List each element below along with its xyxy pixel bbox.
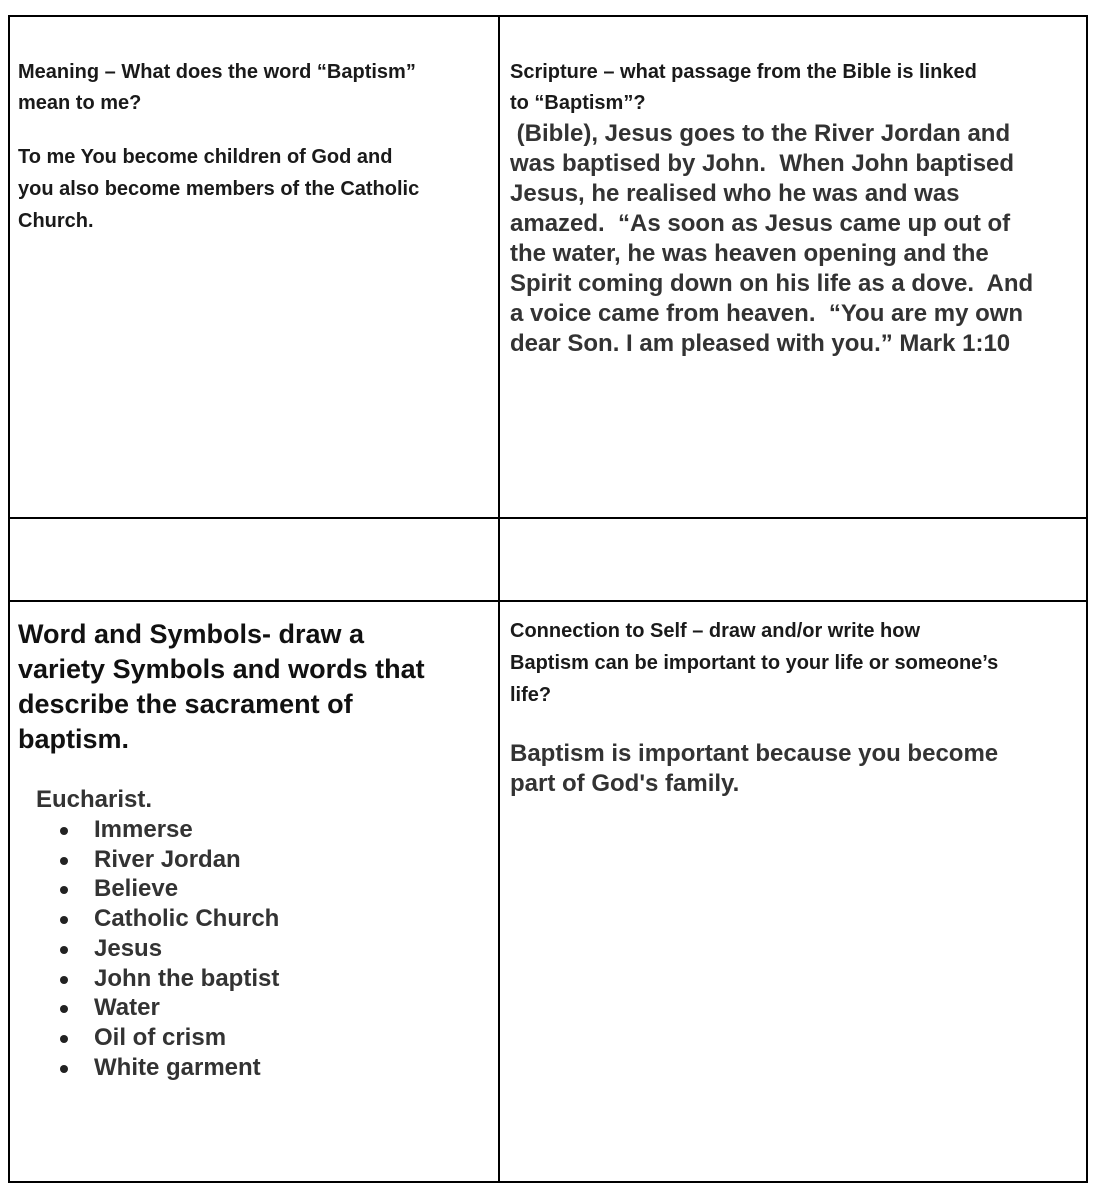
symbols-list	[18, 815, 488, 1082]
list-item-text: Oil of crism	[94, 1023, 227, 1051]
bullet-icon	[60, 946, 68, 954]
meaning-question-line: mean to me?	[18, 92, 142, 114]
list-item	[94, 874, 488, 904]
list-item	[94, 993, 488, 1023]
connection-question-line: life?	[510, 684, 552, 706]
column-divider	[498, 17, 500, 1181]
word-symbols-cell	[18, 617, 488, 1082]
connection-answer-line: part of God's family.	[510, 770, 740, 797]
connection-question-line: Baptism can be important to your life or someone’s	[510, 652, 999, 674]
connection-question-line: Connection to Self – draw and/or write how	[510, 620, 921, 642]
bullet-icon	[60, 976, 68, 984]
connection-answer-line: Baptism is important because you become	[510, 740, 999, 767]
list-item-text: John the baptist	[94, 964, 280, 992]
bullet-icon	[60, 857, 68, 865]
list-item	[94, 934, 488, 964]
meaning-answer-line: you also become members of the Catholic	[18, 178, 420, 200]
list-item	[94, 845, 488, 875]
list-item-text: Immerse	[94, 816, 193, 843]
list-item-text: Believe	[94, 875, 179, 903]
connection-cell	[510, 615, 1080, 799]
row-divider-top	[10, 517, 1086, 519]
list-item	[94, 815, 488, 845]
scripture-question-line: Scripture – what passage from the Bible is linked	[510, 61, 977, 83]
list-item	[94, 964, 488, 994]
word-symbols-title-line: describe the sacrament of	[18, 689, 353, 719]
scripture-answer-line: was baptised by John. When John baptised	[510, 150, 1015, 177]
scripture-answer-line: the water, he was heaven opening and the	[510, 240, 989, 267]
list-intro: Eucharist.	[36, 786, 153, 813]
bullet-icon	[60, 916, 68, 924]
worksheet-table	[8, 15, 1088, 1183]
list-item-text: River Jordan	[94, 845, 241, 873]
word-symbols-title-line: baptism.	[18, 724, 130, 754]
bullet-icon	[60, 886, 68, 894]
row-divider-bottom	[10, 600, 1086, 602]
list-item-text: White garment	[94, 1053, 261, 1081]
scripture-answer-line: amazed. “As soon as Jesus came up out of	[510, 210, 1011, 237]
bullet-icon	[60, 1005, 68, 1013]
list-item	[94, 1023, 488, 1053]
scripture-answer-line: (Bible), Jesus goes to the River Jordan and	[510, 120, 1011, 147]
bullet-icon	[60, 1035, 68, 1043]
scripture-answer-line: dear Son. I am pleased with you.” Mark 1:10	[510, 330, 1011, 357]
list-item	[94, 1053, 488, 1083]
scripture-answer-line: a voice came from heaven. “You are my own	[510, 300, 1024, 327]
bullet-icon	[60, 1065, 68, 1073]
scripture-question-line: to “Baptism”?	[510, 92, 646, 114]
scripture-answer-line: Jesus, he realised who he was and was	[510, 180, 960, 207]
meaning-answer-line: Church.	[18, 210, 94, 232]
list-item-text: Water	[94, 994, 160, 1022]
meaning-cell	[18, 57, 488, 237]
list-item	[94, 904, 488, 934]
word-symbols-title-line: Word and Symbols- draw a	[18, 619, 365, 649]
list-item-text: Jesus	[94, 934, 163, 962]
meaning-question-line: Meaning – What does the word “Baptism”	[18, 61, 416, 83]
word-symbols-title-line: variety Symbols and words that	[18, 654, 425, 684]
list-item-text: Catholic Church	[94, 905, 280, 933]
bullet-icon	[60, 827, 68, 835]
meaning-answer-line: To me You become children of God and	[18, 146, 393, 168]
scripture-answer-line: Spirit coming down on his life as a dove. And	[510, 270, 1034, 297]
scripture-cell	[510, 57, 1080, 359]
